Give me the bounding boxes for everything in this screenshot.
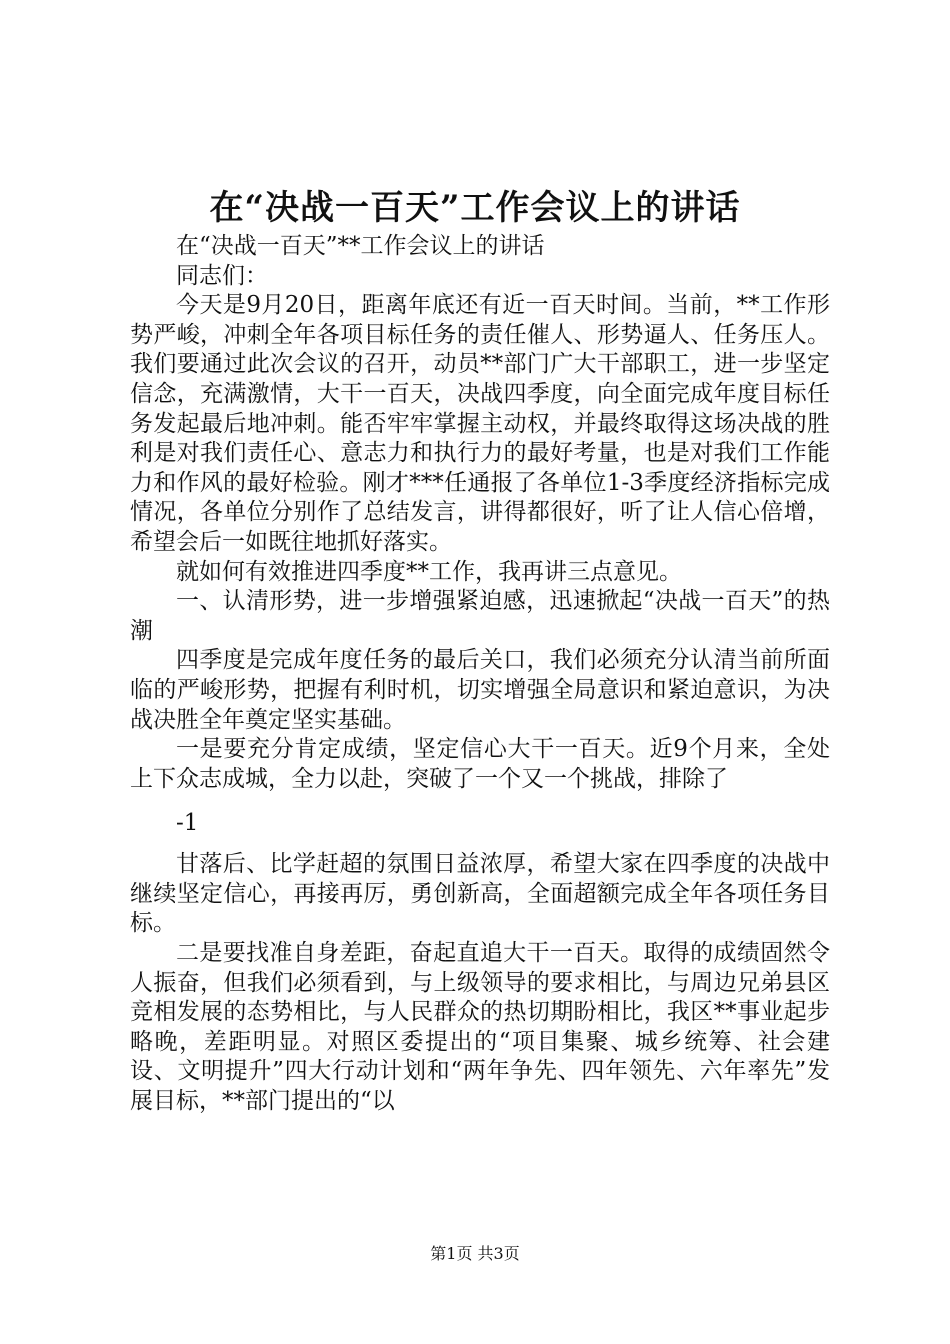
page-footer: 第1页 共3页 (430, 1244, 520, 1263)
paragraph: 一是要充分肯定成绩，坚定信心大干一百天。近9个月来，全处上下众志成城，全力以赴，突破了一个又一个挑战，排除了 (130, 736, 830, 792)
paragraph: 二是要找准自身差距，奋起直追大干一百天。取得的成绩固然令人振奋，但我们必须看到，与上级领导的要求相比，与周边兄弟县区竞相发展的态势相比，与人民群众的热切期盼相比，我区**事业起步略晚，差距明显。对照区委提出的“项目集聚、城乡统筹、社会建设、文明提升”四大行动计划和“两年争先、四年领先、六年率先”发展目标，**部门提出的“以 (130, 940, 830, 1115)
paragraph-salutation: 同志们： (176, 262, 268, 289)
paragraph: 甘落后、比学赶超的氛围日益浓厚，希望大家在四季度的决战中继续坚定信心，再接再厉，勇创新高，全面超额完成全年各项任务目标。 (130, 851, 830, 937)
document-title: 在“决战一百天”工作会议上的讲话 (209, 188, 741, 228)
paragraph-subtitle: 在“决战一百天”**工作会议上的讲话 (176, 233, 545, 259)
paragraph: 就如何有效推进四季度**工作，我再讲三点意见。 (176, 558, 682, 585)
page-marker: -1 (176, 810, 199, 837)
document-body (130, 232, 830, 1117)
section-heading: 一、认清形势，进一步增强紧迫感，迅速掀起“决战一百天”的热潮 (130, 588, 830, 644)
paragraph: 四季度是完成年度任务的最后关口，我们必须充分认清当前所面临的严峻形势，把握有利时机，切实增强全局意识和紧迫意识，为决战决胜全年奠定坚实基础。 (130, 647, 830, 733)
paragraph: 今天是9月20日，距离年底还有近一百天时间。当前，**工作形势严峻，冲刺全年各项目标任务的责任催人、形势逼人、任务压人。我们要通过此次会议的召开，动员**部门广大干部职工，进一步坚定信念，充满激情，大干一百天，决战四季度，向全面完成年度目标任务发起最后地冲刺。能否牢牢掌握主动权，并最终取得这场决战的胜利是对我们责任心、意志力和执行力的最好考量，也是对我们工作能力和作风的最好检验。刚才***任通报了各单位1-3季度经济指标完成情况，各单位分别作了总结发言，讲得都很好，听了让人信心倍增，希望会后一如既往地抓好落实。 (130, 292, 830, 555)
